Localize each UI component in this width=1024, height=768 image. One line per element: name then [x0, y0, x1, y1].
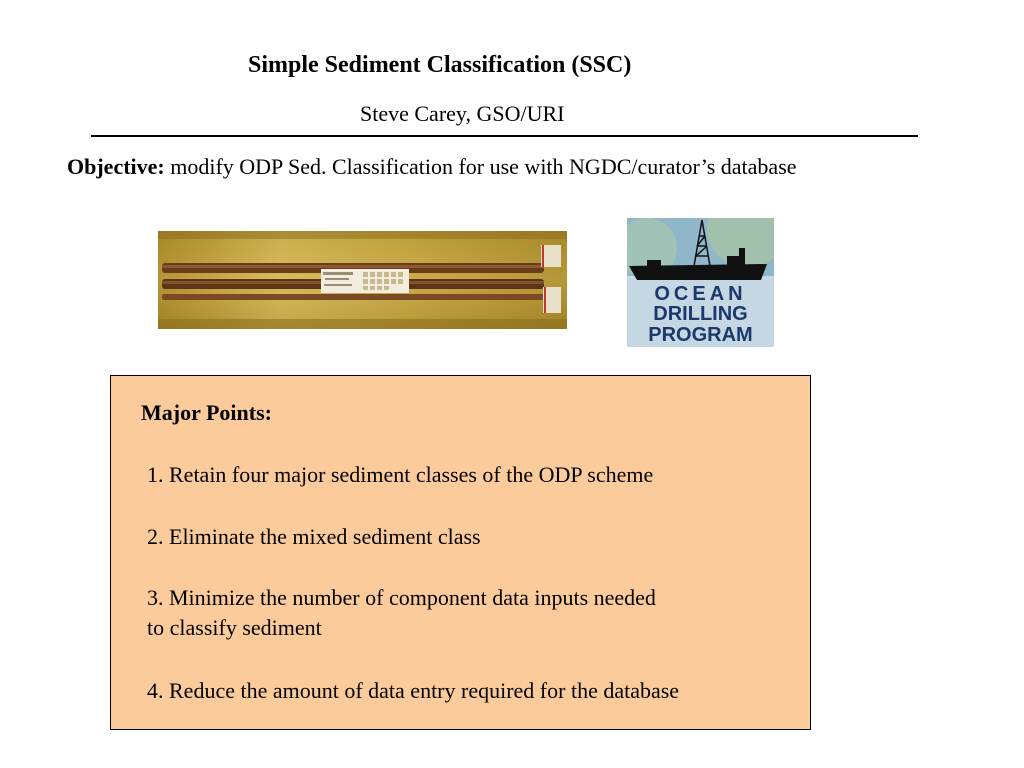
- major-point-1: 1. Retain four major sediment classes of the ODP scheme: [147, 462, 654, 487]
- slide-author: Steve Carey, GSO/URI: [360, 101, 565, 126]
- major-point-3: [147, 583, 656, 643]
- objective-label: Objective:: [67, 154, 165, 179]
- ocean-drilling-program-logo: [627, 218, 774, 347]
- sediment-core-photo: [158, 231, 567, 329]
- major-points-box: [110, 375, 811, 730]
- logo-text-ocean: OCEAN: [654, 283, 747, 305]
- slide-title: Simple Sediment Classification (SSC): [248, 52, 632, 78]
- objective-text: modify ODP Sed. Classification for use with NGDC/curator’s database: [164, 154, 797, 179]
- major-point-3-line-2: to classify sediment: [147, 615, 322, 640]
- header-divider: [91, 135, 918, 137]
- logo-text-drilling: DRILLING: [653, 303, 748, 325]
- major-points-heading: Major Points:: [141, 400, 272, 425]
- major-point-4: 4. Reduce the amount of data entry required for the database: [147, 678, 680, 703]
- major-point-3-line-1: 3. Minimize the number of component data inputs needed: [147, 585, 656, 610]
- major-point-2: 2. Eliminate the mixed sediment class: [147, 524, 481, 549]
- objective-line: [67, 154, 797, 180]
- logo-text-program: PROGRAM: [648, 324, 753, 346]
